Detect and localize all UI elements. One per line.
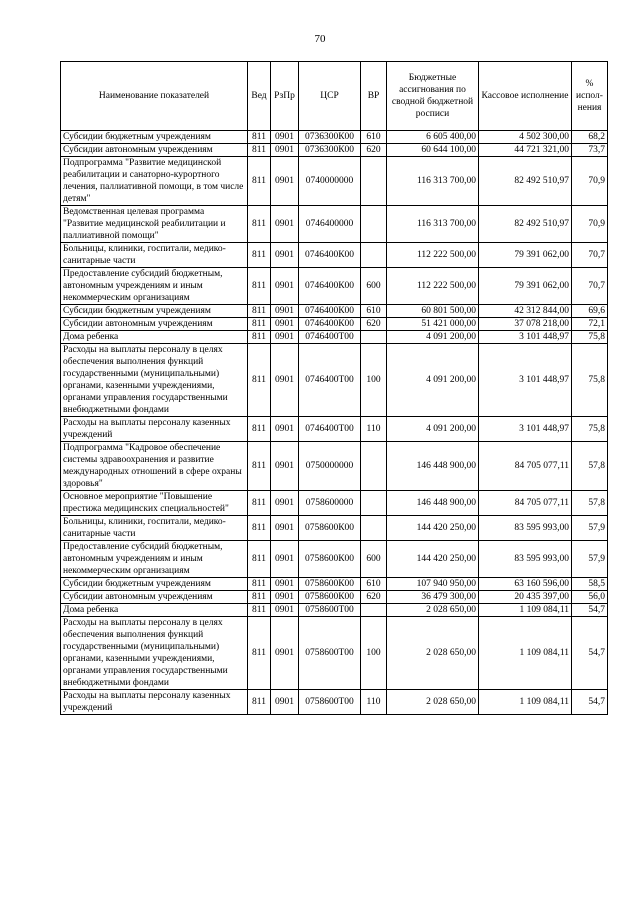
cell-csr: 0758600Т00: [299, 617, 361, 690]
cell-rzpr: 0901: [271, 604, 299, 617]
cell-ved: 811: [248, 541, 271, 578]
cell-csr: 0746400К00: [299, 243, 361, 268]
cell-rzpr: 0901: [271, 617, 299, 690]
cell-csr: 0746400000: [299, 206, 361, 243]
cell-name: Субсидии автономным учреждениям: [61, 591, 248, 604]
cell-csr: 0758600К00: [299, 578, 361, 591]
table-row: [61, 243, 608, 268]
cell-ved: 811: [248, 591, 271, 604]
cell-budget: 107 940 950,00: [387, 578, 479, 591]
table-row: [61, 617, 608, 690]
cell-name: Субсидии автономным учреждениям: [61, 144, 248, 157]
table-row: [61, 591, 608, 604]
cell-budget: 51 421 000,00: [387, 318, 479, 331]
table-row: [61, 331, 608, 344]
cell-csr: 0750000000: [299, 442, 361, 491]
cell-percent: 70,7: [572, 268, 608, 305]
cell-vr: 100: [361, 617, 387, 690]
table-row: [61, 344, 608, 417]
table-row: [61, 268, 608, 305]
cell-name: Подпрограмма "Кадровое обеспечение системы здравоохранения и развитие международных отношений в сфере охраны здоровья": [61, 442, 248, 491]
cell-percent: 57,8: [572, 491, 608, 516]
cell-ved: 811: [248, 243, 271, 268]
cell-percent: 75,8: [572, 331, 608, 344]
cell-vr: [361, 243, 387, 268]
cell-cash: 83 595 993,00: [479, 516, 572, 541]
cell-name: Дома ребенка: [61, 604, 248, 617]
cell-budget: 6 605 400,00: [387, 131, 479, 144]
cell-percent: 69,6: [572, 305, 608, 318]
cell-name: Расходы на выплаты персоналу в целях обеспечения выполнения функций государственными (муниципальными) органами, казенными учреждениями, органами управления государственными внебюджетными фондами: [61, 344, 248, 417]
table-row: [61, 604, 608, 617]
cell-ved: 811: [248, 331, 271, 344]
cell-vr: [361, 516, 387, 541]
header-cash: Кассовое исполнение: [479, 62, 572, 131]
table-row: [61, 516, 608, 541]
table-row: [61, 690, 608, 715]
table-row: [61, 305, 608, 318]
cell-percent: 68,2: [572, 131, 608, 144]
cell-rzpr: 0901: [271, 344, 299, 417]
cell-ved: 811: [248, 516, 271, 541]
cell-csr: 0758600К00: [299, 591, 361, 604]
cell-name: Субсидии бюджетным учреждениям: [61, 131, 248, 144]
cell-ved: 811: [248, 604, 271, 617]
cell-budget: 60 644 100,00: [387, 144, 479, 157]
cell-name: Больницы, клиники, госпитали, медико-санитарные части: [61, 243, 248, 268]
cell-ved: 811: [248, 578, 271, 591]
cell-name: Больницы, клиники, госпитали, медико-санитарные части: [61, 516, 248, 541]
cell-percent: 75,8: [572, 417, 608, 442]
cell-rzpr: 0901: [271, 541, 299, 578]
cell-rzpr: 0901: [271, 131, 299, 144]
cell-vr: [361, 206, 387, 243]
page-number: 70: [314, 33, 326, 45]
cell-vr: [361, 604, 387, 617]
cell-vr: 110: [361, 417, 387, 442]
cell-ved: 811: [248, 305, 271, 318]
cell-cash: 20 435 397,00: [479, 591, 572, 604]
cell-rzpr: 0901: [271, 591, 299, 604]
cell-name: Основное мероприятие "Повышение престижа медицинских специальностей": [61, 491, 248, 516]
cell-ved: 811: [248, 417, 271, 442]
cell-name: Расходы на выплаты персоналу казенных учреждений: [61, 690, 248, 715]
cell-budget: 4 091 200,00: [387, 344, 479, 417]
cell-budget: 60 801 500,00: [387, 305, 479, 318]
cell-vr: 600: [361, 268, 387, 305]
cell-ved: 811: [248, 268, 271, 305]
table-row: [61, 318, 608, 331]
cell-cash: 82 492 510,97: [479, 206, 572, 243]
table-row: [61, 541, 608, 578]
cell-csr: 0736300К00: [299, 144, 361, 157]
cell-vr: 610: [361, 578, 387, 591]
cell-rzpr: 0901: [271, 442, 299, 491]
cell-csr: 0740000000: [299, 157, 361, 206]
cell-cash: 4 502 300,00: [479, 131, 572, 144]
cell-percent: 70,7: [572, 243, 608, 268]
table-row: [61, 144, 608, 157]
cell-cash: 83 595 993,00: [479, 541, 572, 578]
table-row: [61, 442, 608, 491]
cell-ved: 811: [248, 442, 271, 491]
cell-vr: [361, 157, 387, 206]
cell-rzpr: 0901: [271, 578, 299, 591]
cell-budget: 146 448 900,00: [387, 442, 479, 491]
cell-budget: 112 222 500,00: [387, 268, 479, 305]
cell-csr: 0746400К00: [299, 318, 361, 331]
table-header-row: [61, 62, 608, 131]
cell-percent: 70,9: [572, 157, 608, 206]
cell-percent: 72,1: [572, 318, 608, 331]
table-row: [61, 206, 608, 243]
cell-rzpr: 0901: [271, 243, 299, 268]
cell-budget: 116 313 700,00: [387, 206, 479, 243]
cell-name: Расходы на выплаты персоналу казенных учреждений: [61, 417, 248, 442]
cell-cash: 42 312 844,00: [479, 305, 572, 318]
header-budget: Бюджетные ассигнования по сводной бюджетной росписи: [387, 62, 479, 131]
cell-vr: 620: [361, 591, 387, 604]
cell-rzpr: 0901: [271, 268, 299, 305]
cell-csr: 0758600К00: [299, 516, 361, 541]
cell-csr: 0758600Т00: [299, 690, 361, 715]
cell-cash: 3 101 448,97: [479, 417, 572, 442]
cell-csr: 0736300К00: [299, 131, 361, 144]
cell-cash: 44 721 321,00: [479, 144, 572, 157]
cell-percent: 57,9: [572, 516, 608, 541]
cell-vr: 610: [361, 131, 387, 144]
cell-ved: 811: [248, 206, 271, 243]
cell-csr: 0746400Т00: [299, 331, 361, 344]
cell-csr: 0758600Т00: [299, 604, 361, 617]
cell-percent: 73,7: [572, 144, 608, 157]
cell-budget: 4 091 200,00: [387, 331, 479, 344]
cell-ved: 811: [248, 318, 271, 331]
cell-cash: 1 109 084,11: [479, 617, 572, 690]
cell-vr: [361, 442, 387, 491]
header-ved: Вед: [248, 62, 271, 131]
cell-csr: 0746400К00: [299, 305, 361, 318]
cell-csr: 0758600К00: [299, 541, 361, 578]
table-row: [61, 417, 608, 442]
cell-cash: 1 109 084,11: [479, 604, 572, 617]
cell-percent: 75,8: [572, 344, 608, 417]
cell-budget: 2 028 650,00: [387, 690, 479, 715]
cell-rzpr: 0901: [271, 157, 299, 206]
cell-rzpr: 0901: [271, 516, 299, 541]
cell-csr: 0746400Т00: [299, 344, 361, 417]
cell-budget: 4 091 200,00: [387, 417, 479, 442]
cell-ved: 811: [248, 344, 271, 417]
table-row: [61, 157, 608, 206]
cell-vr: [361, 331, 387, 344]
cell-rzpr: 0901: [271, 690, 299, 715]
header-vr: ВР: [361, 62, 387, 131]
cell-budget: 2 028 650,00: [387, 604, 479, 617]
cell-cash: 3 101 448,97: [479, 331, 572, 344]
cell-percent: 54,7: [572, 604, 608, 617]
cell-rzpr: 0901: [271, 417, 299, 442]
cell-budget: 112 222 500,00: [387, 243, 479, 268]
table-row: [61, 578, 608, 591]
cell-cash: 84 705 077,11: [479, 442, 572, 491]
cell-name: Дома ребенка: [61, 331, 248, 344]
cell-budget: 2 028 650,00: [387, 617, 479, 690]
table-body: [61, 131, 608, 715]
cell-rzpr: 0901: [271, 491, 299, 516]
cell-vr: [361, 491, 387, 516]
cell-csr: 0746400К00: [299, 268, 361, 305]
cell-percent: 57,9: [572, 541, 608, 578]
cell-ved: 811: [248, 491, 271, 516]
budget-execution-table: [60, 61, 608, 715]
cell-name: Предоставление субсидий бюджетным, автономным учреждениям и иным некоммерческим организациям: [61, 541, 248, 578]
cell-percent: 58,5: [572, 578, 608, 591]
cell-name: Подпрограмма "Развитие медицинской реабилитации и санаторно-курортного лечения, паллиативной помощи, в том числе детям": [61, 157, 248, 206]
cell-vr: 610: [361, 305, 387, 318]
header-rzpr: РзПр: [271, 62, 299, 131]
cell-budget: 36 479 300,00: [387, 591, 479, 604]
cell-percent: 54,7: [572, 690, 608, 715]
cell-ved: 811: [248, 157, 271, 206]
cell-cash: 37 078 218,00: [479, 318, 572, 331]
cell-name: Субсидии автономным учреждениям: [61, 318, 248, 331]
cell-rzpr: 0901: [271, 318, 299, 331]
cell-budget: 144 420 250,00: [387, 516, 479, 541]
header-name: Наименование показателей: [61, 62, 248, 131]
cell-cash: 82 492 510,97: [479, 157, 572, 206]
cell-ved: 811: [248, 131, 271, 144]
cell-rzpr: 0901: [271, 331, 299, 344]
cell-name: Субсидии бюджетным учреждениям: [61, 305, 248, 318]
cell-cash: 63 160 596,00: [479, 578, 572, 591]
cell-cash: 79 391 062,00: [479, 243, 572, 268]
cell-ved: 811: [248, 617, 271, 690]
cell-vr: 100: [361, 344, 387, 417]
cell-ved: 811: [248, 690, 271, 715]
cell-name: Расходы на выплаты персоналу в целях обеспечения выполнения функций государственными (муниципальными) органами, казенными учреждениями, органами управления государственными внебюджетными фондами: [61, 617, 248, 690]
cell-cash: 3 101 448,97: [479, 344, 572, 417]
header-percent: % испол-нения: [572, 62, 608, 131]
cell-percent: 70,9: [572, 206, 608, 243]
cell-vr: 600: [361, 541, 387, 578]
table-row: [61, 131, 608, 144]
cell-name: Предоставление субсидий бюджетным, автономным учреждениям и иным некоммерческим организациям: [61, 268, 248, 305]
cell-csr: 0746400Т00: [299, 417, 361, 442]
cell-name: Субсидии бюджетным учреждениям: [61, 578, 248, 591]
table-row: [61, 491, 608, 516]
header-csr: ЦСР: [299, 62, 361, 131]
cell-percent: 57,8: [572, 442, 608, 491]
cell-budget: 116 313 700,00: [387, 157, 479, 206]
cell-ved: 811: [248, 144, 271, 157]
cell-budget: 144 420 250,00: [387, 541, 479, 578]
cell-name: Ведомственная целевая программа "Развитие медицинской реабилитации и паллиативной помощи": [61, 206, 248, 243]
cell-cash: 79 391 062,00: [479, 268, 572, 305]
cell-budget: 146 448 900,00: [387, 491, 479, 516]
cell-csr: 0758600000: [299, 491, 361, 516]
cell-vr: 110: [361, 690, 387, 715]
cell-vr: 620: [361, 318, 387, 331]
cell-percent: 54,7: [572, 617, 608, 690]
cell-cash: 84 705 077,11: [479, 491, 572, 516]
cell-cash: 1 109 084,11: [479, 690, 572, 715]
cell-rzpr: 0901: [271, 305, 299, 318]
cell-vr: 620: [361, 144, 387, 157]
cell-rzpr: 0901: [271, 206, 299, 243]
cell-rzpr: 0901: [271, 144, 299, 157]
cell-percent: 56,0: [572, 591, 608, 604]
